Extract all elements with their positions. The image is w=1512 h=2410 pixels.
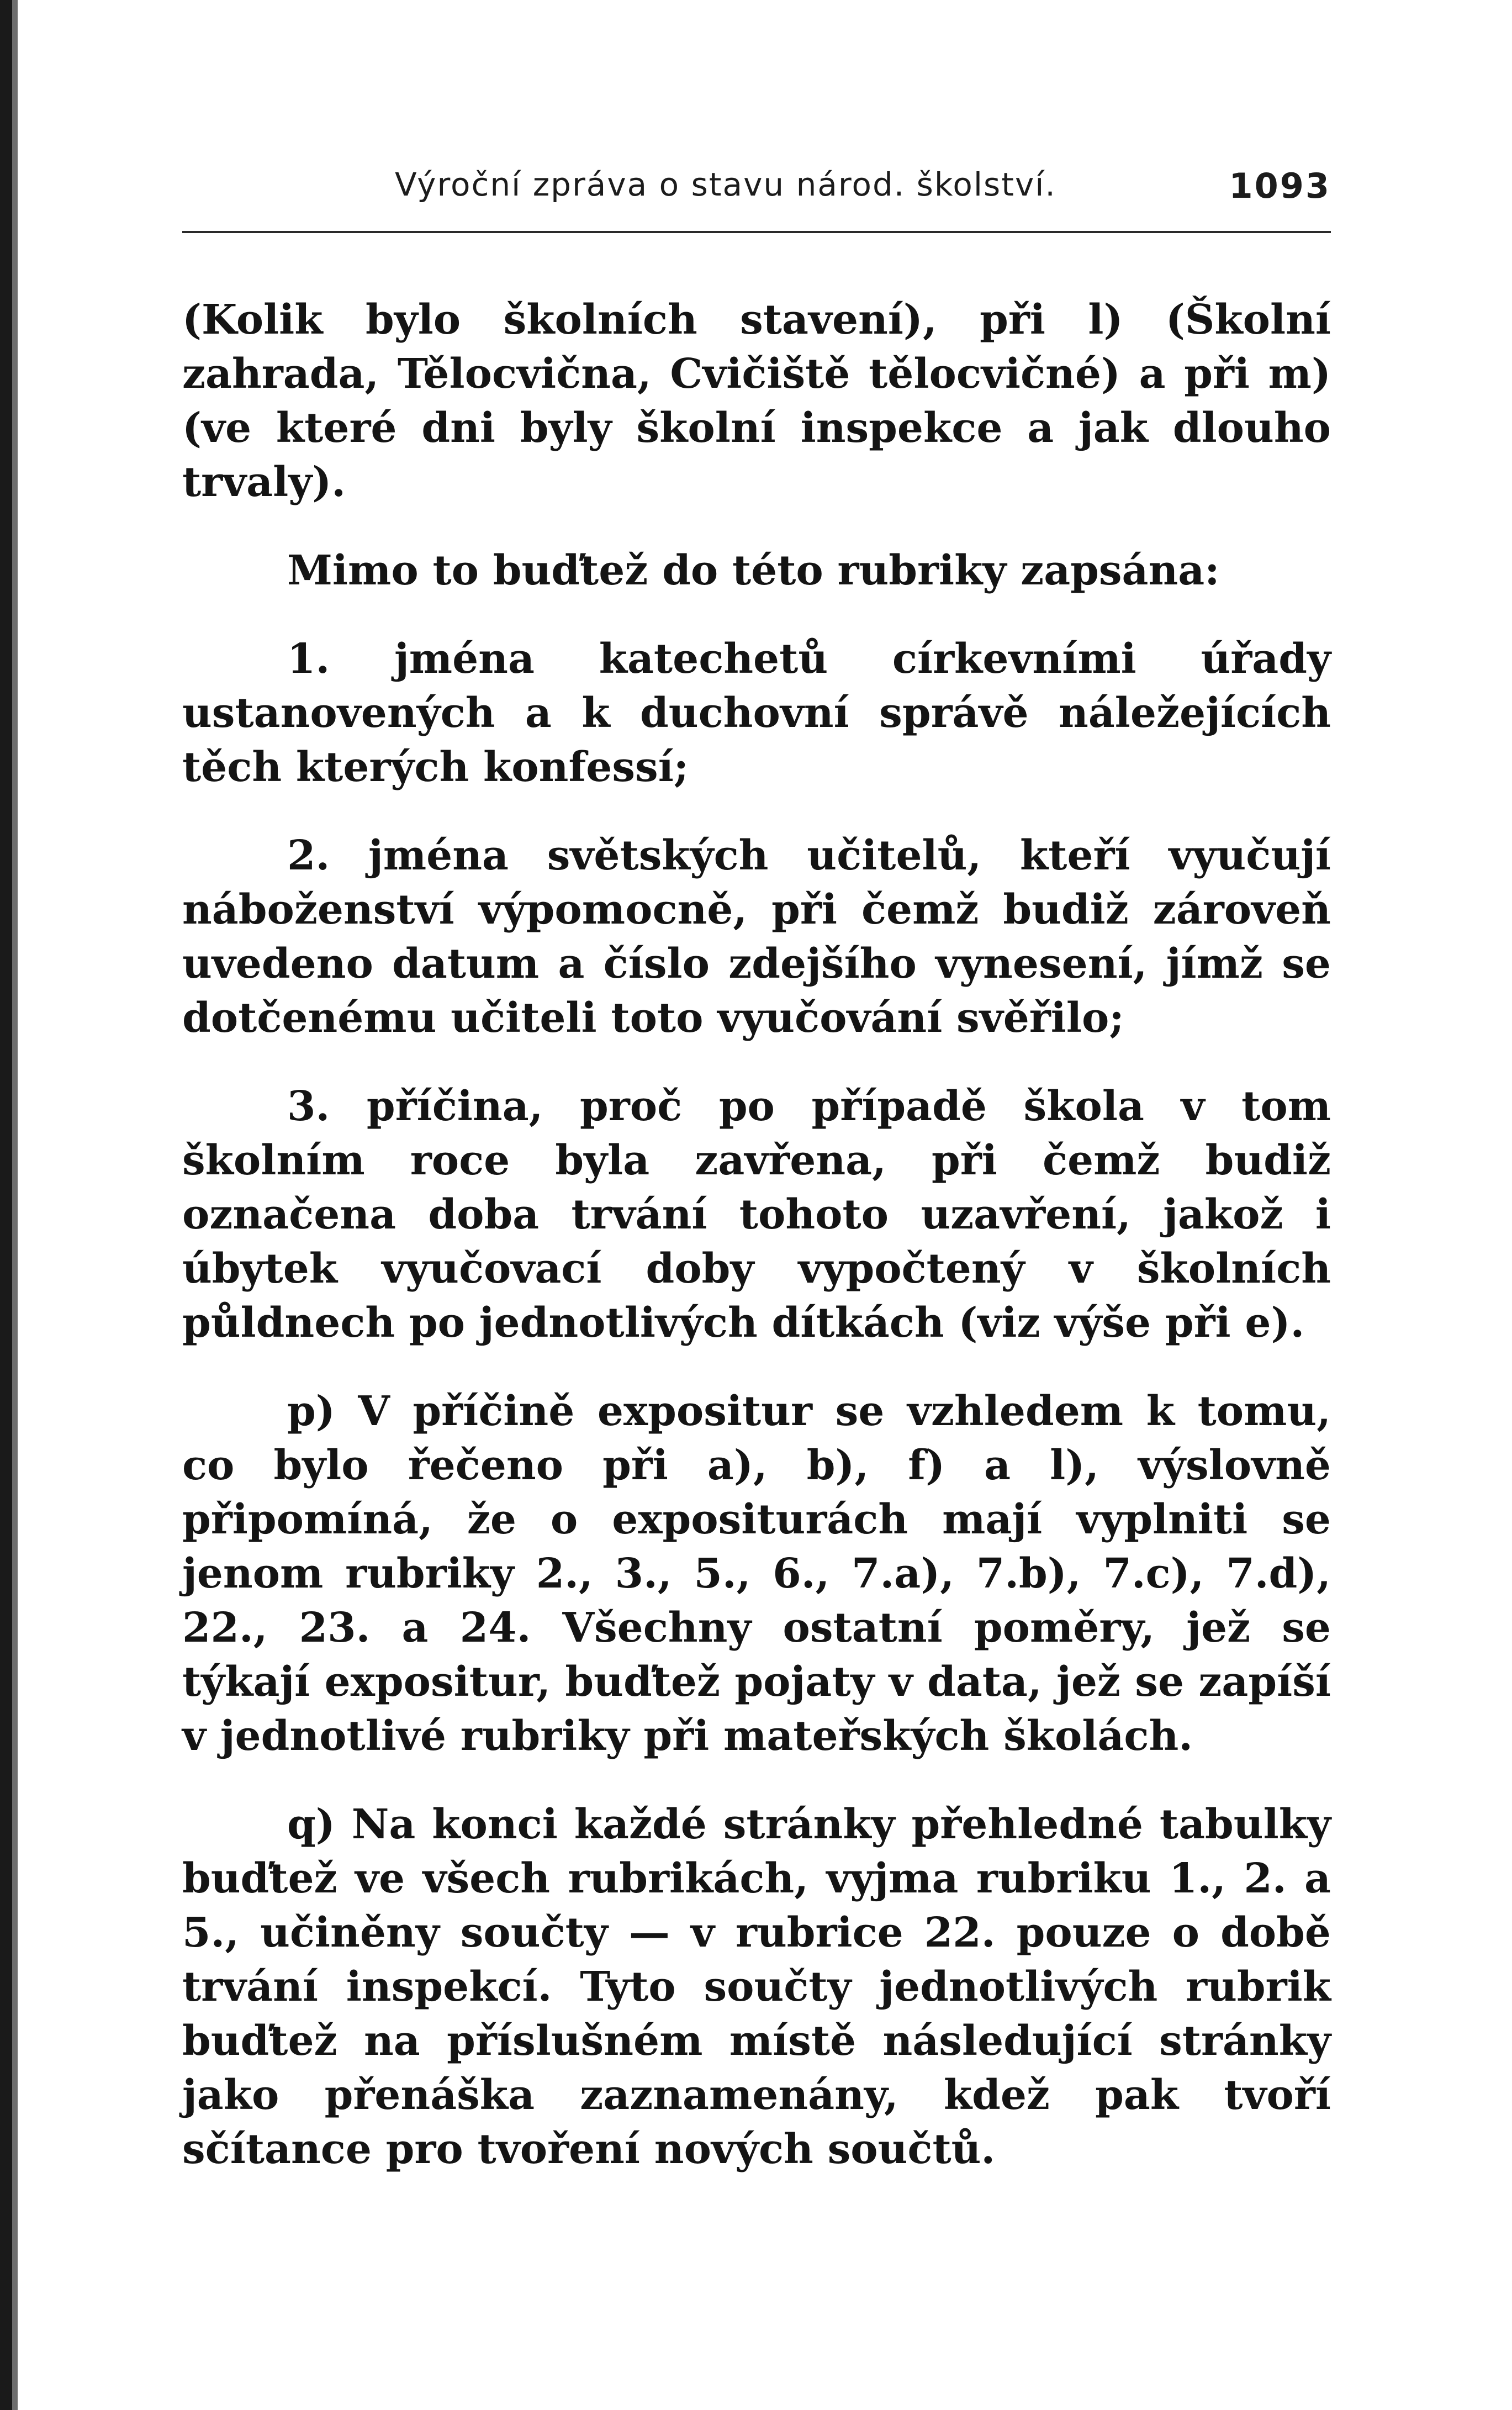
running-title: Výroční zpráva o stavu národ. školství. <box>395 166 1056 203</box>
paragraph-item-1: 1. jména katechetů církevními úřady ustanovených a k duchovní správě náležejících těch kterých konfessí; <box>182 635 1331 791</box>
paragraph-section-p: p) V příčině expositur se vzhledem k tomu, co bylo řečeno při a), b), f) a l), výslovně připomíná, že o expositurách mají vyplniti se jenom rubriky 2., 3., 5., 6., 7.a), 7.b), 7.c), 7.d), 22., 23. a 24. Všechny ostatní poměry, jež se týkají expositur, buďtež pojaty v data, jež se zapíší v jednotlivé rubriky při mateřských školách. <box>182 1388 1331 1760</box>
paragraph-item-3: 3. příčina, proč po případě škola v tom školním roce byla zavřena, při čemž budiž označena doba trvání tohoto uzavření, jakož i úbytek vyučovací doby vypočtený v školních půldnech po jednotlivých dítkách (viz výše při e). <box>182 1083 1331 1347</box>
paragraph-section-q: q) Na konci každé stránky přehledné tabulky buďtež ve všech rubrikách, vyjma rubriku 1., 2. a 5., učiněny součty — v rubrice 22. pouze o době trvání inspekcí. Tyto součty jednotlivých rubrik buďtež na příslušném místě následující stránky jako přenáška zaznamenány, kdež pak tvoří sčítance pro tvoření nových součtů. <box>182 1801 1331 2173</box>
header-rule <box>182 231 1331 233</box>
running-head <box>182 166 1331 226</box>
paragraph-continuation: (Kolik bylo školních stavení), při l) (Školní zahrada, Tělocvična, Cvičiště tělocvičné) a při m) (ve které dni byly školní inspekce a jak dlouho trvaly). <box>182 296 1331 506</box>
paragraph-intro: Mimo to buďtež do této rubriky zapsána: <box>287 547 1220 594</box>
page-number: 1093 <box>1229 166 1331 206</box>
body-text <box>182 293 1331 2211</box>
page-edge-gutter <box>12 0 18 2410</box>
book-page <box>182 0 1331 2410</box>
paragraph-item-2: 2. jména světských učitelů, kteří vyučují náboženství výpomocně, při čemž budiž zároveň uvedeno datum a číslo zdejšího vynesení, jímž se dotčenému učiteli toto vyučování svěřilo; <box>182 832 1331 1042</box>
page-edge-shadow <box>0 0 12 2410</box>
